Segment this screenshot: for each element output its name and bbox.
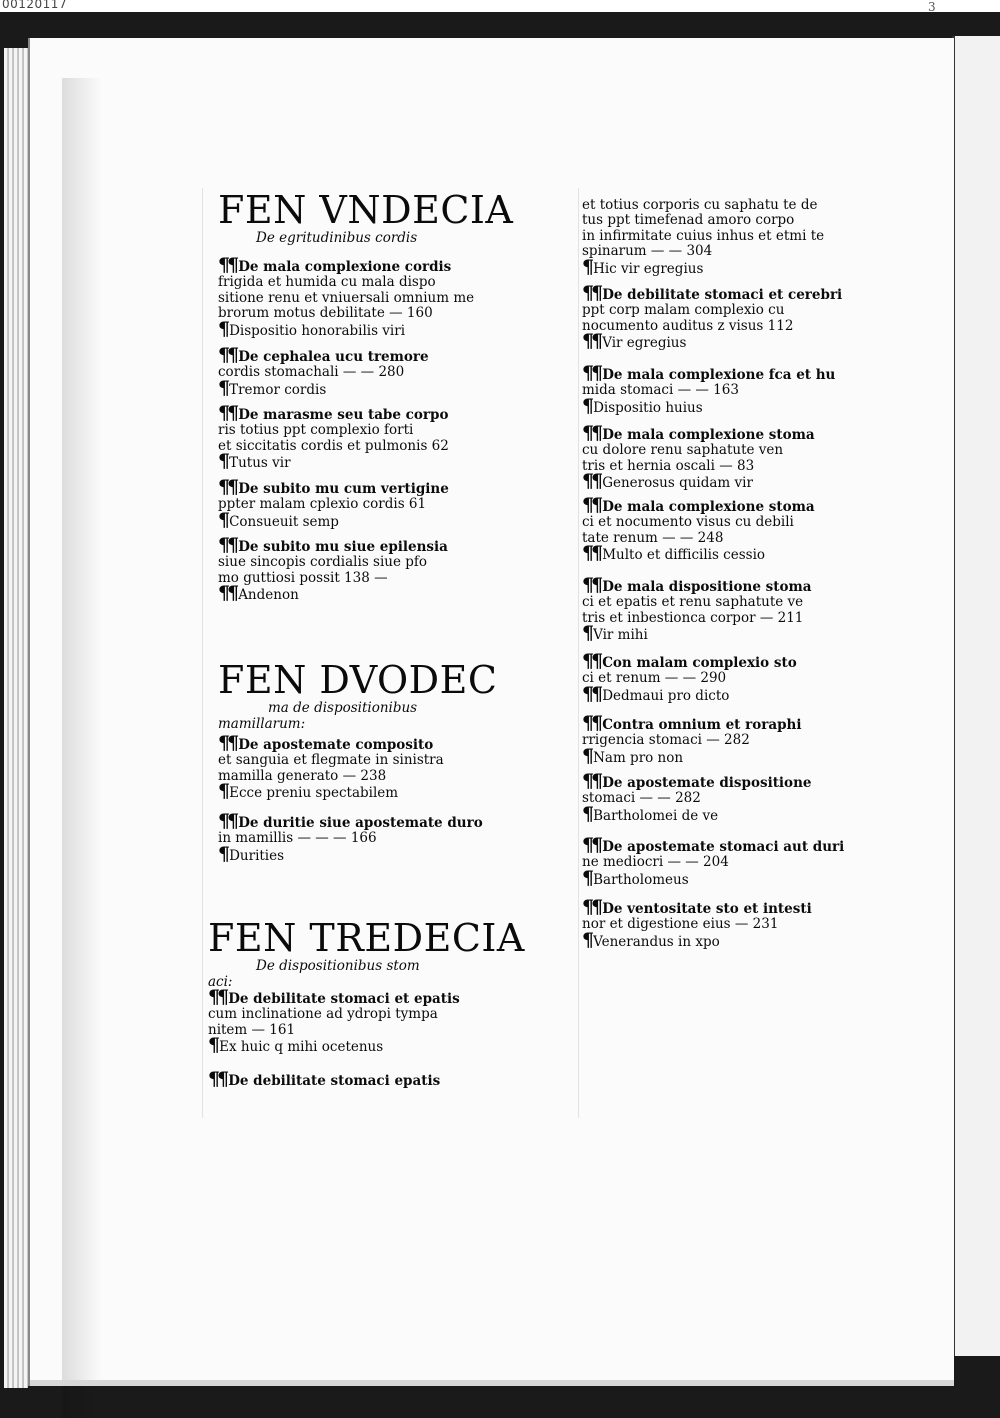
entry-line: ci et epatis et renu saphatute ve bbox=[582, 594, 804, 611]
paragraph-mark-icon: ¶¶ bbox=[582, 896, 601, 918]
entry-note: ¶ Durities bbox=[218, 842, 285, 865]
paragraph-mark-icon: ¶¶ bbox=[582, 542, 601, 565]
paragraph-mark-icon: ¶¶ bbox=[582, 362, 601, 384]
paragraph-mark-icon: ¶¶ bbox=[218, 344, 237, 366]
fen-subtitle: aci: bbox=[208, 974, 233, 990]
entry-line: ¶¶ De marasme seu tabe corpo bbox=[218, 402, 449, 424]
paragraph-mark-icon: ¶¶ bbox=[582, 712, 601, 734]
facing-page-edge bbox=[952, 36, 1000, 1356]
entry-note: ¶¶ Generosus quidam vir bbox=[582, 470, 753, 493]
entry-line: tate renum — — 248 bbox=[582, 529, 724, 546]
entry-note: ¶ Tutus vir bbox=[218, 450, 291, 473]
paragraph-mark-icon: ¶ bbox=[218, 317, 228, 340]
paragraph-mark-icon: ¶¶ bbox=[218, 254, 237, 276]
paragraph-mark-icon: ¶¶ bbox=[218, 810, 237, 832]
entry-line: sitione renu et vniuersali omnium me bbox=[218, 289, 475, 306]
paragraph-mark-icon: ¶ bbox=[582, 622, 592, 645]
entry-line: et sanguia et flegmate in sinistra bbox=[218, 752, 444, 769]
entry-line: tris et inbestionca corpor — 211 bbox=[582, 609, 804, 626]
paragraph-mark-icon: ¶¶ bbox=[218, 732, 237, 754]
paragraph-mark-icon: ¶¶ bbox=[218, 402, 237, 424]
paragraph-mark-icon: ¶¶ bbox=[582, 422, 601, 444]
paragraph-mark-icon: ¶¶ bbox=[218, 476, 237, 498]
entry-line: cum inclinatione ad ydropi tympa bbox=[208, 1006, 438, 1023]
manuscript-page bbox=[28, 38, 954, 1386]
entry-note: ¶ Bartholomei de ve bbox=[582, 802, 719, 825]
paragraph-mark-icon: ¶ bbox=[208, 1034, 218, 1057]
entry-note: ¶ Nam pro non bbox=[582, 744, 684, 767]
entry-line: ¶¶ De apostemate dispositione bbox=[582, 770, 812, 792]
entry-line: ¶¶ De mala complexione cordis bbox=[218, 254, 452, 276]
entry-note: ¶ Venerandus in xpo bbox=[582, 928, 720, 951]
paragraph-mark-icon: ¶¶ bbox=[582, 470, 601, 493]
fen-subtitle: ma de dispositionibus bbox=[268, 700, 418, 716]
entry bbox=[582, 198, 824, 277]
entry-line: mida stomaci — — 163 bbox=[582, 382, 739, 399]
paragraph-mark-icon: ¶ bbox=[218, 508, 228, 531]
entry-line: ¶¶ De cephalea ucu tremore bbox=[218, 344, 429, 366]
paragraph-mark-icon: ¶¶ bbox=[582, 282, 601, 304]
paragraph-mark-icon: ¶ bbox=[582, 928, 592, 951]
entry-note: ¶ Dispositio huius bbox=[582, 394, 703, 417]
entry bbox=[208, 1068, 441, 1090]
paragraph-mark-icon: ¶¶ bbox=[582, 494, 601, 516]
ruling-line bbox=[202, 188, 203, 1118]
fen-title: FEN DVODEC bbox=[218, 658, 498, 702]
entry-line: ¶¶ De mala complexione stoma bbox=[582, 494, 815, 516]
paragraph-mark-icon: ¶¶ bbox=[218, 534, 237, 556]
paragraph-mark-icon: ¶¶ bbox=[208, 1068, 227, 1090]
fen-title: FEN TREDECIA bbox=[208, 916, 525, 960]
entry-line: ci et nocumento visus cu debili bbox=[582, 514, 794, 531]
paragraph-mark-icon: ¶¶ bbox=[582, 330, 601, 353]
book-page-edges bbox=[4, 48, 28, 1388]
entry-line: cu dolore renu saphatute ven bbox=[582, 442, 784, 459]
entry-note: ¶ Vir mihi bbox=[582, 622, 648, 645]
folio-number: 3 bbox=[928, 0, 936, 14]
entry-line: ppter malam cplexio cordis 61 bbox=[218, 496, 427, 513]
entry-line: et siccitatis cordis et pulmonis 62 bbox=[218, 437, 449, 454]
entry-line: stomaci — — 282 bbox=[582, 790, 701, 807]
entry bbox=[582, 362, 836, 417]
entry-line: ¶¶ De ventositate sto et intesti bbox=[582, 896, 812, 918]
entry bbox=[582, 574, 812, 645]
entry-line: ¶¶ De subito mu siue epilensia bbox=[218, 534, 448, 556]
paragraph-mark-icon: ¶ bbox=[582, 744, 592, 767]
shelfmark-number: 00120117 bbox=[2, 0, 68, 11]
entry bbox=[582, 494, 815, 565]
entry bbox=[218, 810, 483, 865]
entry-note: ¶ Consueuit semp bbox=[218, 508, 339, 531]
entry bbox=[218, 254, 475, 340]
entry-note: ¶¶ Vir egregius bbox=[582, 330, 687, 353]
entry-note: ¶ Ex huic q mihi ocetenus bbox=[208, 1034, 384, 1057]
entry-line: rrigencia stomaci — 282 bbox=[582, 732, 750, 749]
paragraph-mark-icon: ¶¶ bbox=[582, 834, 601, 856]
entry-line: ¶¶ De subito mu cum vertigine bbox=[218, 476, 449, 498]
entry-line: ¶¶ De apostemate stomaci aut duri bbox=[582, 834, 845, 856]
gutter-shadow bbox=[62, 78, 102, 1418]
entry bbox=[582, 834, 845, 889]
entry-line: frigida et humida cu mala dispo bbox=[218, 274, 436, 291]
entry-line: ci et renum — — 290 bbox=[582, 670, 727, 687]
entry bbox=[208, 986, 460, 1057]
paragraph-mark-icon: ¶ bbox=[582, 866, 592, 889]
entry-line: ¶¶ De debilitate stomaci et epatis bbox=[208, 986, 460, 1008]
fen-eleven-heading bbox=[218, 190, 513, 246]
entry-line: nitem — 161 bbox=[208, 1021, 296, 1038]
paragraph-mark-icon: ¶¶ bbox=[218, 582, 237, 605]
entry-line: cordis stomachali — — 280 bbox=[218, 364, 405, 381]
entry-line: et totius corporis cu saphatu te de bbox=[582, 197, 818, 213]
paragraph-mark-icon: ¶ bbox=[218, 376, 228, 399]
entry-line: ¶¶ De debilitate stomaci et cerebri bbox=[582, 282, 843, 304]
paragraph-mark-icon: ¶¶ bbox=[582, 574, 601, 596]
entry bbox=[582, 650, 797, 705]
entry-note: ¶ Hic vir egregius bbox=[582, 255, 704, 278]
entry bbox=[582, 712, 802, 767]
paragraph-mark-icon: ¶ bbox=[218, 842, 228, 865]
entry bbox=[218, 344, 429, 399]
entry-note: ¶¶ Multo et difficilis cessio bbox=[582, 542, 766, 565]
entry-note: ¶ Bartholomeus bbox=[582, 866, 689, 889]
entry-line: spinarum — — 304 bbox=[582, 243, 713, 260]
entry-line: ppt corp malam complexio cu bbox=[582, 302, 785, 319]
paragraph-mark-icon: ¶¶ bbox=[208, 986, 227, 1008]
fen-subtitle: De dispositionibus stom bbox=[256, 958, 420, 974]
entry-note: ¶¶ Dedmaui pro dicto bbox=[582, 682, 730, 705]
entry bbox=[582, 282, 843, 353]
entry bbox=[218, 402, 449, 473]
entry-note: ¶ Ecce preniu spectabilem bbox=[218, 780, 399, 803]
entry bbox=[218, 476, 449, 531]
entry-line: ¶¶ Contra omnium et roraphi bbox=[582, 712, 802, 734]
entry-line: mo guttiosi possit 138 — bbox=[218, 569, 388, 586]
paragraph-mark-icon: ¶ bbox=[582, 394, 592, 417]
entry-line: ¶¶ De duritie siue apostemate duro bbox=[218, 810, 483, 832]
entry-line: siue sincopis cordialis siue pfo bbox=[218, 554, 428, 571]
entry-line: ¶¶ De apostemate composito bbox=[218, 732, 434, 754]
paragraph-mark-icon: ¶¶ bbox=[582, 770, 601, 792]
fen-twelve-heading bbox=[218, 660, 497, 732]
entry-line: mamilla generato — 238 bbox=[218, 767, 387, 784]
entry-line: in mamillis — — — 166 bbox=[218, 830, 377, 847]
paragraph-mark-icon: ¶¶ bbox=[582, 682, 601, 705]
entry-line: tris et hernia oscali — 83 bbox=[582, 457, 755, 474]
entry-line: ¶¶ De mala dispositione stoma bbox=[582, 574, 812, 596]
entry-line: nocumento auditus z visus 112 bbox=[582, 317, 794, 334]
entry-line: ¶¶ De mala complexione fca et hu bbox=[582, 362, 836, 384]
top-border-strip bbox=[0, 0, 1000, 12]
entry-line: brorum motus debilitate — 160 bbox=[218, 305, 433, 322]
fen-subtitle: De egritudinibus cordis bbox=[256, 230, 418, 246]
entry bbox=[582, 422, 815, 493]
paragraph-mark-icon: ¶ bbox=[218, 780, 228, 803]
entry-line: ¶¶ Con malam complexio sto bbox=[582, 650, 797, 672]
entry bbox=[582, 770, 812, 825]
entry-line: in infirmitate cuius inhus et etmi te bbox=[582, 227, 825, 244]
paragraph-mark-icon: ¶ bbox=[582, 802, 592, 825]
entry-line: tus ppt timefenad amoro corpo bbox=[582, 212, 795, 229]
ruling-line bbox=[578, 188, 579, 1118]
entry-note: ¶ Tremor cordis bbox=[218, 376, 327, 399]
entry bbox=[218, 732, 444, 803]
paragraph-mark-icon: ¶ bbox=[582, 255, 592, 278]
paragraph-mark-icon: ¶ bbox=[218, 450, 228, 473]
entry-line: nor et digestione eius — 231 bbox=[582, 916, 779, 933]
entry-note: ¶¶ Andenon bbox=[218, 582, 299, 605]
entry-line: ¶¶ De debilitate stomaci epatis bbox=[208, 1068, 441, 1090]
entry-line: ris totius ppt complexio forti bbox=[218, 422, 414, 439]
entry bbox=[582, 896, 812, 951]
entry-line: ne mediocri — — 204 bbox=[582, 854, 729, 871]
fen-title: FEN VNDECIA bbox=[218, 188, 514, 232]
fen-subtitle: mamillarum: bbox=[218, 716, 306, 732]
entry-line: ¶¶ De mala complexione stoma bbox=[582, 422, 815, 444]
paragraph-mark-icon: ¶¶ bbox=[582, 650, 601, 672]
entry-note: ¶ Dispositio honorabilis viri bbox=[218, 317, 406, 340]
fen-thirteen-heading bbox=[208, 918, 525, 990]
entry bbox=[218, 534, 448, 605]
